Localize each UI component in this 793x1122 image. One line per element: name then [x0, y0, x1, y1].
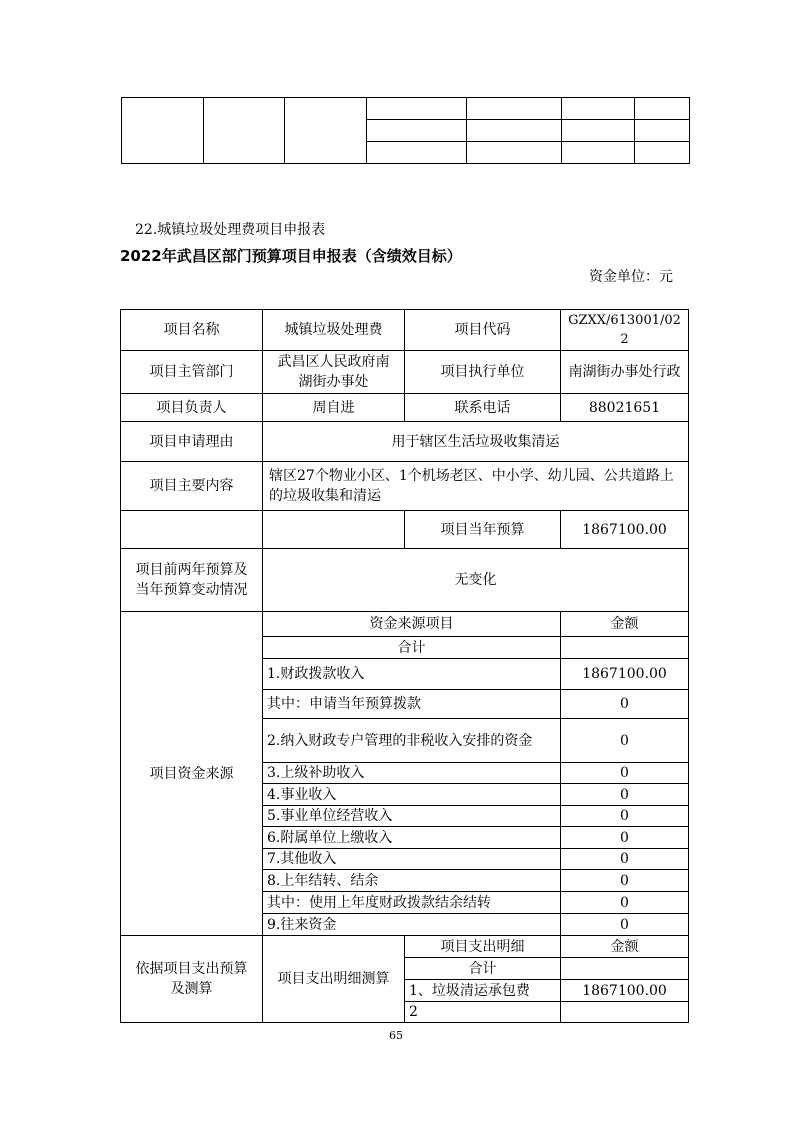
- funding-row-item: 7.其他收入: [267, 851, 337, 867]
- expense-col-detail: 项目支出明细: [440, 938, 525, 955]
- funding-row-amount: 0: [620, 872, 629, 889]
- funding-row-item: 3.上级补助收入: [267, 765, 365, 781]
- funding-row-item: 4.事业收入: [267, 786, 337, 803]
- grid-line: [688, 309, 689, 1023]
- frag-line: [366, 119, 690, 120]
- project-code-label: 项目代码: [454, 322, 511, 338]
- project-code-value: GZXX/613001/022: [568, 313, 681, 347]
- frag-line: [561, 97, 562, 164]
- frag-line: [121, 97, 690, 98]
- funding-row-item: 6.附属单位上缴收入: [267, 829, 393, 846]
- leader-label: 项目负责人: [156, 399, 227, 416]
- funding-row-amount: 1867100.00: [582, 666, 667, 682]
- reason-value: 用于辖区生活垃圾收集清运: [391, 433, 560, 450]
- funding-row-amount: 0: [620, 916, 629, 933]
- phone-label: 联系电话: [454, 399, 511, 416]
- change-value: 无变化: [454, 572, 497, 588]
- frag-line: [366, 141, 690, 142]
- funding-row-amount: 0: [620, 894, 629, 911]
- content-label: 项目主要内容: [149, 478, 234, 494]
- funding-row-item: 9.往来资金: [267, 916, 337, 933]
- funding-row-item: 2.纳入财政专户管理的非税收入安排的资金: [267, 732, 533, 749]
- frag-line: [634, 97, 635, 164]
- project-name-value: 城镇垃圾处理费: [284, 322, 383, 338]
- leader-value: 周自进: [312, 399, 355, 416]
- unit-label: 资金单位：元: [589, 269, 673, 285]
- funding-row-amount: 0: [620, 829, 629, 846]
- frag-line: [121, 97, 122, 164]
- funding-label: 项目资金来源: [149, 765, 234, 782]
- expense-row-amount: [561, 1002, 688, 1022]
- funding-row-amount: 0: [620, 696, 629, 712]
- expense-total-label: 合计: [468, 960, 497, 977]
- budget-value: 1867100.00: [582, 521, 667, 538]
- funding-row-amount: 0: [620, 732, 629, 749]
- expense-sub-label: 项目支出明细测算: [277, 971, 390, 987]
- exec-unit-value: 南湖街办事处行政: [568, 364, 681, 380]
- funding-row-item: 1.财政拨款收入: [267, 666, 365, 682]
- exec-unit-label: 项目执行单位: [440, 364, 525, 380]
- section-caption: 22.城镇垃圾处理费项目申报表: [135, 222, 326, 238]
- dept-label: 项目主管部门: [149, 364, 234, 380]
- frag-line: [121, 163, 690, 164]
- frag-line: [203, 97, 204, 164]
- frag-line: [366, 97, 367, 164]
- expense-col-amount: 金额: [610, 938, 639, 955]
- funding-row-item: 其中：使用上年度财政拨款结余结转: [267, 894, 491, 911]
- expense-label: 依据项目支出预算及测算: [135, 961, 248, 997]
- funding-row-item: 其中：申请当年预算拨款: [267, 696, 421, 712]
- budget-label: 项目当年预算: [440, 521, 525, 538]
- page-number: 65: [389, 1029, 403, 1042]
- funding-col-amount: 金额: [610, 616, 639, 632]
- frag-line: [466, 97, 467, 164]
- funding-row-amount: 0: [620, 808, 629, 824]
- expense-row-item: 1、垃圾清运承包费: [409, 982, 530, 999]
- dept-value: 武昌区人民政府南湖街办事处: [277, 354, 390, 390]
- funding-row-amount: 0: [620, 765, 629, 781]
- reason-label: 项目申请理由: [149, 433, 234, 450]
- project-name-label: 项目名称: [163, 322, 220, 338]
- funding-col-source: 资金来源项目: [369, 616, 454, 632]
- funding-total-label: 合计: [397, 639, 426, 656]
- funding-total-value: [561, 637, 688, 658]
- funding-row-item: 5.事业单位经营收入: [267, 808, 393, 824]
- content-value: 辖区27个物业小区、1个机场老区、中小学、幼儿园、公共道路上的垃圾收集和清运: [269, 468, 674, 504]
- funding-row-amount: 0: [620, 786, 629, 803]
- phone-value: 88021651: [588, 399, 661, 416]
- change-label: 项目前两年预算及当年预算变动情况: [135, 562, 248, 598]
- expense-row-item: 2: [409, 1004, 418, 1020]
- frag-line: [689, 97, 690, 164]
- funding-row-amount: 0: [620, 851, 629, 867]
- expense-row-amount: 1867100.00: [582, 982, 667, 999]
- frag-line: [284, 97, 285, 164]
- funding-row-item: 8.上年结转、结余: [267, 872, 379, 889]
- report-title: 2022年武昌区部门预算项目申报表（含绩效目标）: [120, 247, 462, 265]
